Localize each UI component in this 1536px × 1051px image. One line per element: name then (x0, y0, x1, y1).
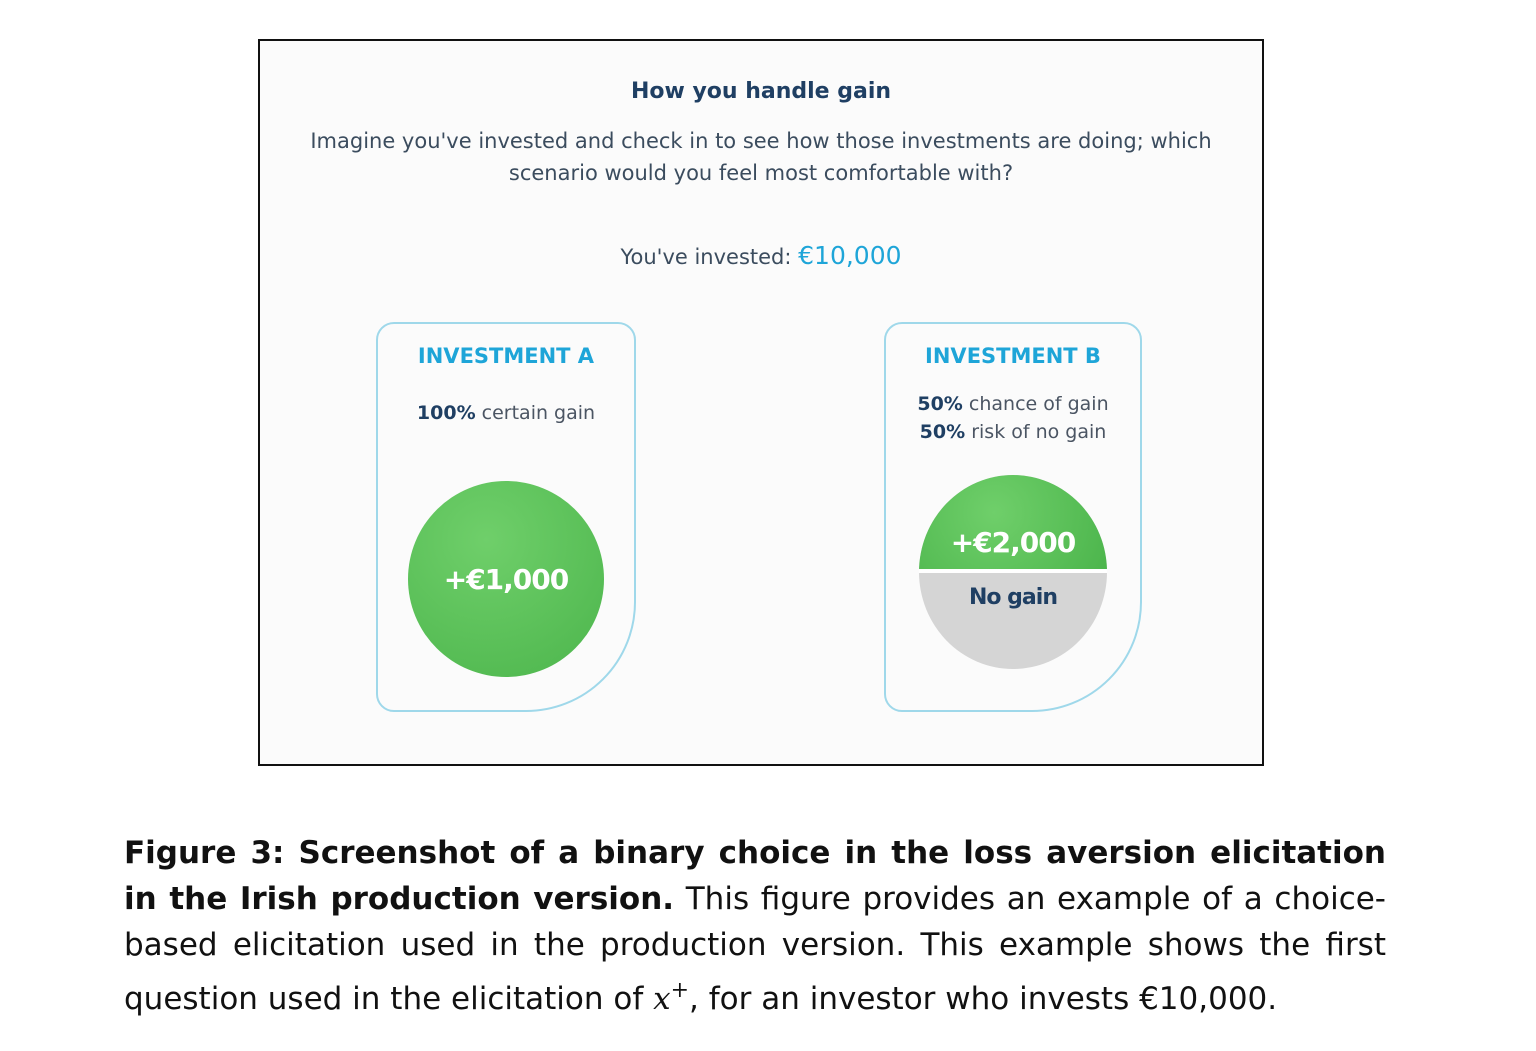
question-prompt-line-2: scenario would you feel most comfortable with? (508, 161, 1014, 185)
investment-b-text-2: risk of no gain (971, 421, 1107, 443)
invested-amount: €10,000 (798, 241, 902, 270)
investment-a-gain-circle (408, 481, 604, 677)
caption-bold: Figure 3: Screenshot of a binary choice in the loss aversion elicitation in the Irish production version. (124, 835, 1386, 917)
investment-b-no-gain-half (919, 573, 1107, 669)
figure-caption (124, 830, 1386, 1022)
invested-label: You've invested: (620, 245, 799, 269)
investment-a-text: certain gain (481, 402, 596, 424)
question-prompt (300, 125, 1222, 189)
caption-text-end: , for an investor who invests €10,000. (689, 981, 1278, 1017)
investment-a-title: INVESTMENT A (417, 344, 595, 368)
caption-text: This figure provides an example of a choice-based elicitation used in the production version. This example shows the first question used in the elicitation of (124, 881, 1386, 1017)
invested-line (260, 241, 1262, 270)
investment-b-line-1 (886, 390, 1140, 418)
investment-b-gain-half (919, 475, 1107, 569)
caption-math-symbol: x (653, 981, 671, 1017)
investment-a-line-1 (378, 399, 634, 427)
question-prompt-line-1: Imagine you've invested and check in to see how those investments are doing; which (310, 129, 1212, 153)
investment-b-gain-value: +€2,000 (950, 525, 1076, 559)
investment-b-card[interactable] (884, 322, 1142, 712)
investment-b-text-1: chance of gain (968, 393, 1109, 415)
investment-b-description (886, 390, 1140, 446)
investment-a-gain-value: +€1,000 (443, 562, 569, 596)
investment-b-pct-2: 50% (919, 421, 966, 443)
investment-a-pct: 100% (416, 402, 476, 424)
investment-b-split-circle (919, 475, 1107, 669)
investment-b-line-2 (886, 418, 1140, 446)
investment-a-card[interactable] (376, 322, 636, 712)
investment-b-title: INVESTMENT B (925, 344, 1101, 368)
investment-b-pct-1: 50% (917, 393, 963, 415)
question-title: How you handle gain (630, 79, 892, 104)
investment-a-description (378, 399, 634, 427)
figure-screenshot-frame (258, 39, 1264, 766)
caption-math-superscript: + (670, 978, 690, 1003)
investment-b-no-gain-label: No gain (969, 585, 1057, 610)
